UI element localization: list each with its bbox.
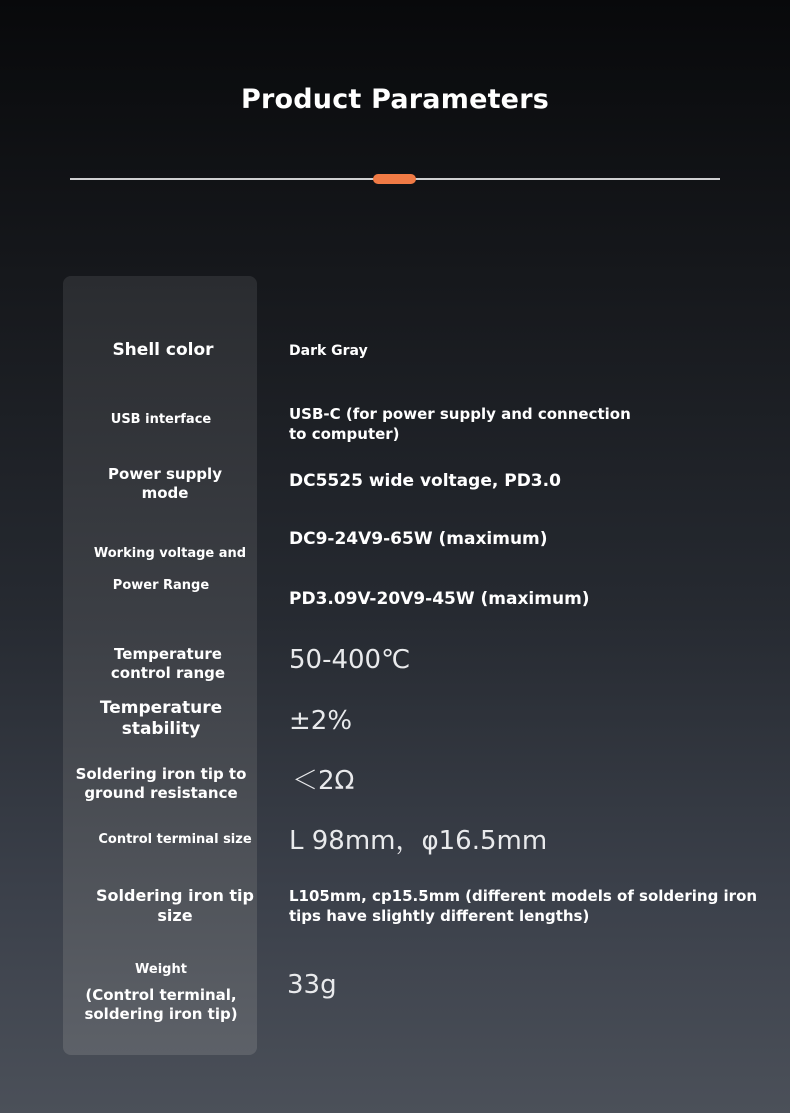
label-temp-stab-line-2: stability — [121, 719, 201, 740]
label-ground-line-2: ground resistance — [84, 783, 238, 802]
value-temperature-range: 50-400℃ — [289, 645, 411, 675]
value-usb-line-2: to computer) — [289, 424, 400, 443]
value-control-terminal-size: L 98mm，φ16.5mm — [289, 826, 548, 856]
label-weight: Weight — [135, 962, 187, 977]
value-ground-resistance: ＜2Ω — [292, 766, 355, 796]
label-ground-resistance — [63, 765, 259, 803]
value-power-supply-mode: DC5525 wide voltage, PD3.0 — [289, 471, 561, 491]
label-temperature-stability — [63, 698, 259, 741]
divider-accent — [373, 174, 416, 184]
label-shell-color: Shell color — [112, 340, 214, 360]
value-usb-interface — [289, 405, 631, 444]
label-tip-size-line-1: Soldering iron tip — [95, 886, 254, 905]
label-weight-line-2: (Control terminal, — [85, 986, 237, 1004]
label-power-range: Power Range — [112, 578, 210, 593]
value-tip-size — [289, 887, 757, 926]
label-temp-range-line-1: Temperature — [114, 645, 222, 663]
label-power-line-2: mode — [141, 483, 189, 502]
label-usb-interface: USB interface — [110, 412, 212, 427]
label-power-supply-mode — [63, 465, 267, 503]
label-weight-line-3: soldering iron tip) — [84, 1004, 238, 1023]
label-power-line-1: Power supply — [108, 465, 222, 483]
label-temp-stab-line-1: Temperature — [99, 698, 223, 718]
value-temperature-stability: ±2% — [289, 706, 353, 736]
value-working-pd: PD3.09V-20V9-45W (maximum) — [289, 589, 590, 609]
label-temp-range-line-2: control range — [110, 663, 226, 682]
label-ground-line-1: Soldering iron tip to — [75, 765, 247, 783]
label-control-terminal-size: Control terminal size — [98, 832, 252, 847]
label-temperature-range — [63, 645, 273, 683]
value-weight: 33g — [287, 970, 337, 1000]
value-tip-size-line-2: tips have slightly different lengths) — [289, 906, 590, 925]
value-tip-size-line-1: L105mm, cp15.5mm (different models of soldering iron — [289, 887, 758, 905]
label-tip-size — [63, 886, 287, 926]
label-weight-detail — [63, 986, 259, 1024]
page-title: Product Parameters — [241, 84, 549, 115]
value-shell-color: Dark Gray — [289, 343, 368, 359]
value-usb-line-1: USB-C (for power supply and connection — [289, 405, 631, 423]
label-working-voltage: Working voltage and — [93, 546, 247, 561]
label-tip-size-line-2: size — [157, 906, 193, 925]
value-working-dc: DC9-24V9-65W (maximum) — [289, 529, 548, 549]
